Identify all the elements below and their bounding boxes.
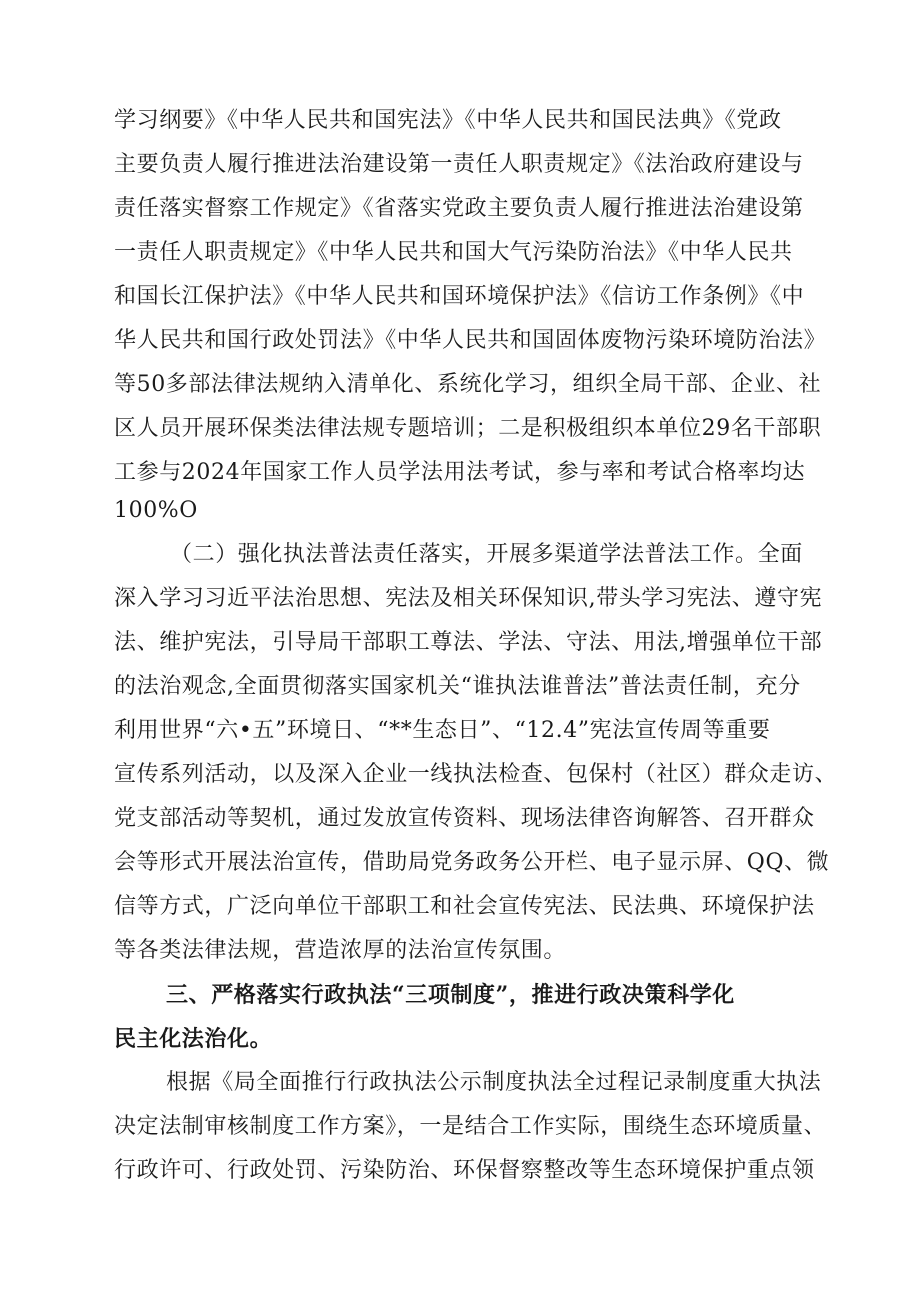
body-text-line: 决定法制审核制度工作方案》，一是结合工作实际，围绕生态环境质量、: [114, 1114, 827, 1139]
body-text-line: 宣传系列活动，以及深入企业一线执法检查、包保村（社区）群众走访、: [114, 762, 838, 787]
section-three-heading: 三、严格落实行政执法“三项制度”，推进行政决策科学化: [166, 982, 735, 1008]
body-text-line: 等50多部法律法规纳入清单化、系统化学习，组织全局干部、企业、社: [114, 372, 822, 397]
body-text-line: 的法治观念,全面贯彻落实国家机关“谁执法谁普法”普法责任制，充分: [114, 674, 801, 699]
body-text-line: 责任落实督察工作规定》《省落实党政主要负责人履行推进法治建设第: [114, 196, 804, 221]
body-text-line: 100%O: [114, 498, 198, 523]
body-text-line: 华人民共和国行政处罚法》《中华人民共和国固体废物污染环境防治法》: [114, 328, 827, 353]
body-text-line: 会等形式开展法治宣传，借助局党务政务公开栏、电子显示屏、QQ、微: [114, 850, 830, 875]
body-text-line: 学习纲要》《中华人民共和国宪法》《中华人民共和国民法典》《党政: [114, 108, 782, 133]
body-text-line: 行政许可、行政处罚、污染防治、环保督察整改等生态环境保护重点领: [114, 1158, 815, 1183]
body-text-line: 等各类法律法规，营造浓厚的法治宣传氛围。: [114, 938, 567, 963]
body-text-line: 和国长江保护法》《中华人民共和国环境保护法》《信访工作条例》《中: [114, 284, 805, 309]
body-text-line: 法、维护宪法，引导局干部职工尊法、学法、守法、用法,增强单位干部: [114, 630, 823, 655]
body-text-line: 工参与2024年国家工作人员学法用法考试，参与率和考试合格率均达: [114, 460, 806, 485]
body-text-line: 党支部活动等契机，通过发放宣传资料、现场法律咨询解答、召开群众: [114, 806, 815, 831]
body-text-line: 深入学习习近平法治思想、宪法及相关环保知识,带头学习宪法、遵守宪: [114, 586, 823, 611]
section-two-heading: （二）强化执法普法责任落实，开展多渠道学法普法工作。全面: [170, 542, 803, 567]
body-text-line: 一责任人职责规定》《中华人民共和国大气污染防治法》《中华人民共: [114, 240, 793, 265]
section-three-heading-continued: 民主化法治化。: [114, 1026, 273, 1052]
body-text-line: 根据《局全面推行行政执法公示制度执法全过程记录制度重大执法: [166, 1070, 822, 1095]
body-text-line: 主要负责人履行推进法治建设第一责任人职责规定》《法治政府建设与: [114, 152, 804, 177]
body-text-line: 信等方式，广泛向单位干部职工和社会宣传宪法、民法典、环境保护法: [114, 894, 815, 919]
body-text-line: 区人员开展环保类法律法规专题培训；二是积极组织本单位29名干部职: [114, 416, 822, 441]
body-text-line: 利用世界“六•五”环境日、“**生态日”、“12.4”宪法宣传周等重要: [114, 718, 771, 743]
